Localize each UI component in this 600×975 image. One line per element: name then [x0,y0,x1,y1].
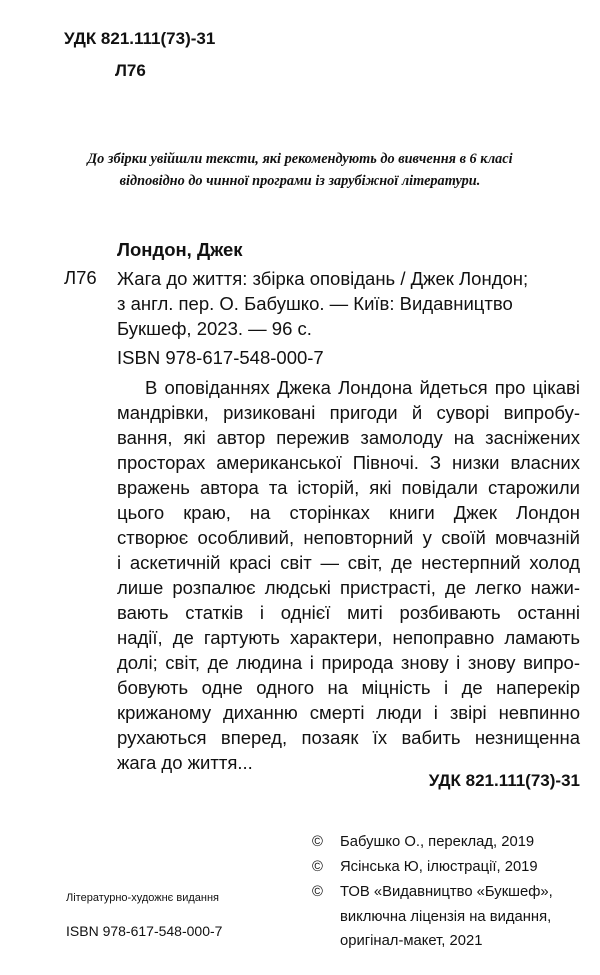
udk-code-header: УДК 821.111(73)-31 [64,29,216,48]
abstract-line: вражень автора та історій, які повідали старожили [117,477,580,498]
abstract-line: цього краю, на сторінках книги Джек Лондон [117,502,580,523]
copyright-continuation: виключна ліцензія на видання, [340,909,552,925]
abstract-line: В оповіданнях Джека Лондона йдеться про цікаві [145,377,580,398]
catalog-isbn: ISBN 978-617-548-000-7 [117,347,324,368]
abstract-line: і аскетичній красі світ — світ, де нестерпний холод [117,552,580,573]
udk-code-footer: УДК 821.111(73)-31 [428,771,580,790]
catalog-author: Лондон, Джек [117,239,243,260]
copyright-line [312,831,534,853]
catalog-description-line: Букшеф, 2023. — 96 с. [117,318,312,339]
copyright-symbol: © [312,834,323,850]
copyright-line [312,856,538,878]
copyright-symbol: © [312,859,323,875]
abstract-line: створює особливий, неповторний у своїй мовчазній [117,527,580,548]
copyright-text: Ясінська Ю, ілюстрації, 2019 [340,859,538,875]
curriculum-note-line-2: відповідно до чинної програми із зарубіжної літератури. [119,173,481,189]
copyright-symbol: © [312,884,323,900]
abstract-line: лише розпалює людські пристрасті, де легко нажи- [117,577,580,598]
imprint-isbn: ISBN 978-617-548-000-7 [66,923,223,939]
catalog-description-line: Жага до життя: збірка оповідань / Джек Лондон; [117,268,529,289]
abstract-line: мандрівки, ризиковані пригоди й суворі випробу- [117,402,580,423]
copyright-line [312,881,553,903]
curriculum-note-line-1: До збірки увійшли тексти, які рекомендують до вивчення в 6 класі [87,151,513,167]
abstract-line: надії, де гартують характери, непоправно ламають [117,627,580,648]
catalog-description-line: з англ. пер. О. Бабушко. — Київ: Видавництво [117,293,513,314]
abstract-line: вання, які автор пережив замолоду на засніжених [117,427,580,448]
abstract-line: вають статків і однієї миті розбивають останні [117,602,580,623]
abstract-line: просторах американської Півночі. З низки власних [117,452,580,473]
abstract-line: жага до життя... [117,752,253,773]
abstract-line: крижаному диханню смерті люди і звірі невпинно [117,702,580,723]
abstract-line: долі; світ, де людина і природа знову і знову випро- [117,652,580,673]
abstract-line: бовують одне одного на міцність і де наперекір [117,677,580,698]
author-mark-header: Л76 [115,61,146,80]
copyright-text: ТОВ «Видавництво «Букшеф», [340,884,553,900]
copyright-text: Бабушко О., переклад, 2019 [340,834,535,850]
copyright-continuation: оригінал-макет, 2021 [340,933,483,949]
catalog-author-mark: Л76 [64,267,97,288]
abstract-line: рухаються вперед, позаяк їх вабить незнищенна [117,727,580,748]
edition-genre: Літературно-художнє видання [66,892,219,904]
